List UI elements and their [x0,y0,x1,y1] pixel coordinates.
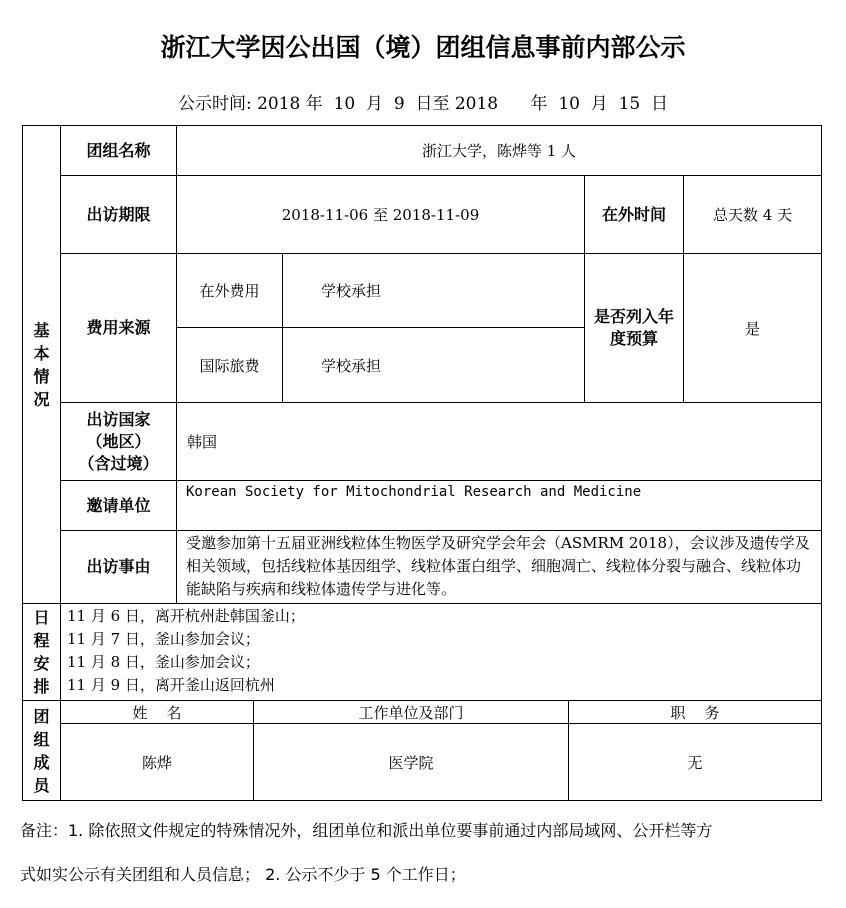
basic-section-text: 基本情况 [33,320,50,409]
member-unit: 医学院 [388,753,434,772]
group-name-value: 浙江大学，陈烨等 1 人 [421,142,577,160]
intl-travel-value: 学校承担 [321,356,382,375]
info-table [22,125,822,800]
country-label-line: （地区） [86,431,151,451]
member-name-header: 姓 名 [132,703,182,722]
abroad-cost-label: 在外费用 [199,282,260,300]
schedule-list [61,604,821,700]
budget-label-text: 是否列入年度预算 [594,307,675,348]
schedule-section-text: 日程安排 [33,608,50,696]
intl-travel-label: 国际旅费 [199,356,260,375]
member-position-header: 职 务 [670,703,720,722]
reason-label: 出访事由 [86,557,151,576]
schedule-item: 11 月 8 日，釜山参加会议； [67,653,260,671]
group-name-label: 团组名称 [86,140,151,160]
members-section-label [23,701,60,800]
table-line [22,800,822,801]
schedule-item: 11 月 6 日，离开杭州赴韩国釜山； [67,607,305,625]
inviter-label: 邀请单位 [86,495,151,515]
member-name: 陈烨 [141,753,172,772]
abroad-time-value: 总天数 4 天 [712,206,793,224]
notice-period: 公示时间: 2018 年 10 月 9 日至 2018 年 10 月 15 日 [177,94,669,114]
note-line-1: 备注：1. 除依照文件规定的特殊情况外，组团单位和派出单位要事前通过内部局域网、公开栏等方 [20,821,713,840]
reason-value: 受邀参加第十五届亚洲线粒体生物医学及研究学会年会（ASMRM 2018），会议涉及遗传学及相关领域，包括线粒体基因组学、线粒体蛋白组学、细胞凋亡、线粒体分裂与融合、线粒体功能缺陷与疾病和线粒体遗传学与进化等。 [186,534,810,598]
schedule-section-label [23,604,60,700]
country-label-line: 出访国家 [86,409,151,429]
members-section-text: 团组成员 [33,706,50,795]
table-line [821,125,822,800]
period-value: 2018-11-06 至 2018-11-09 [281,206,480,224]
schedule-item: 11 月 9 日，离开釜山返回杭州 [67,676,275,694]
abroad-time-label: 在外时间 [601,204,666,224]
member-position: 无 [687,753,703,772]
country-label [61,403,176,480]
page-title: 浙江大学因公出国（境）团组信息事前内部公示 [160,33,686,62]
schedule-item: 11 月 7 日，釜山参加会议； [67,630,260,648]
budget-label [585,254,683,402]
member-unit-header: 工作单位及部门 [358,703,464,722]
inviter-value: Korean Society for Mitochondrial Research and Medicine [186,484,642,500]
basic-section-label [23,126,60,603]
note-line-2: 式如实公示有关团组和人员信息； 2. 公示不少于 5 个工作日； [20,865,466,884]
abroad-cost-value: 学校承担 [321,282,382,300]
country-value: 韩国 [187,433,218,451]
country-label-line: （含过境） [78,453,159,473]
funding-label: 费用来源 [86,318,151,337]
period-label: 出访期限 [86,204,151,224]
budget-value: 是 [744,319,760,338]
